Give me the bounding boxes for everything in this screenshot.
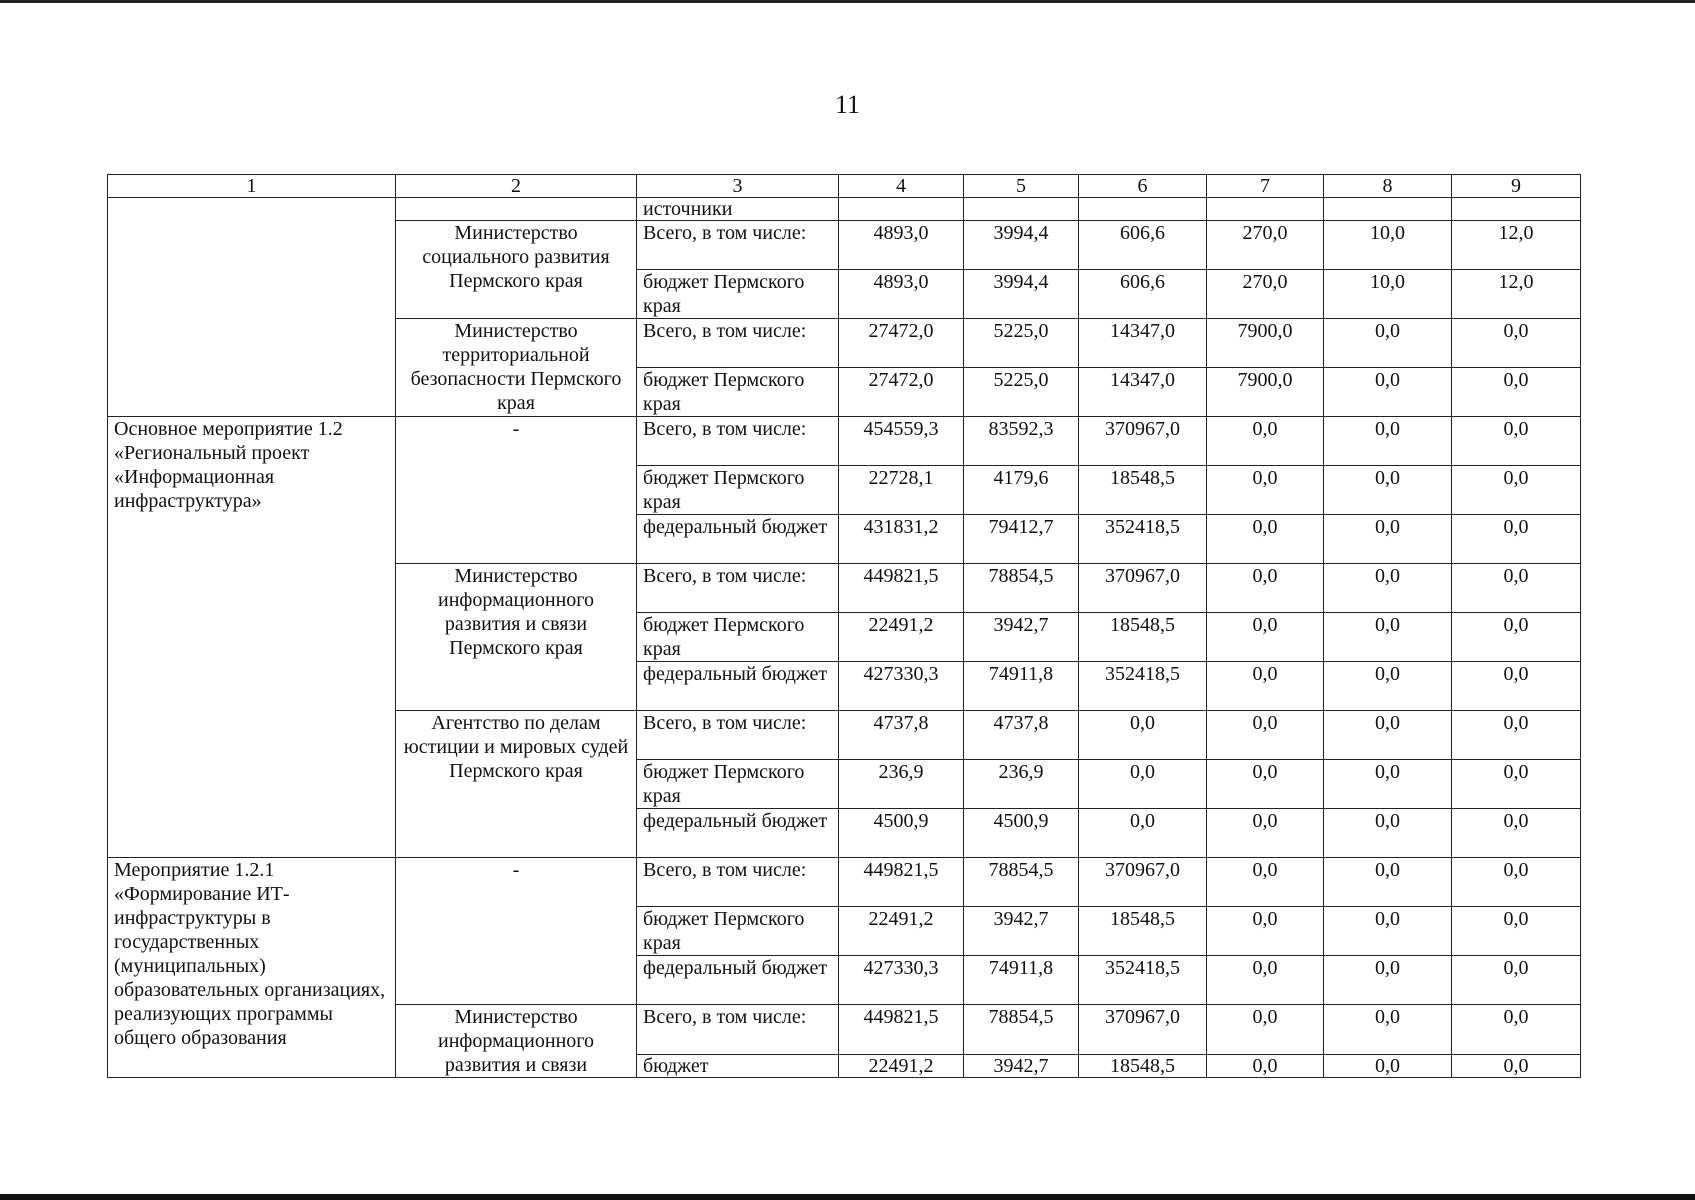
column-header-6: 6 [1079,175,1207,198]
value-cell: 0,0 [1452,564,1581,613]
value-cell: 22491,2 [839,1054,964,1077]
value-cell [1079,198,1207,221]
value-cell: 0,0 [1207,711,1324,760]
column-header-3: 3 [637,175,839,198]
value-cell: 3942,7 [964,907,1079,956]
value-cell: 606,6 [1079,221,1207,270]
value-cell: 22491,2 [839,907,964,956]
funding-source: бюджет Пермского края [637,613,839,662]
table-row [108,198,1581,221]
value-cell: 0,0 [1207,858,1324,907]
value-cell: 14347,0 [1079,319,1207,368]
value-cell: 0,0 [1207,1054,1324,1077]
value-cell: 606,6 [1079,270,1207,319]
value-cell: 370967,0 [1079,417,1207,466]
value-cell: 4737,8 [964,711,1079,760]
value-cell: 454559,3 [839,417,964,466]
funding-source: источники [637,198,839,221]
value-cell: 0,0 [1079,809,1207,858]
executor-name: Министерство информационного развития и связи [396,1005,637,1078]
value-cell: 0,0 [1324,662,1452,711]
funding-source: Всего, в том числе: [637,1005,839,1055]
value-cell: 0,0 [1452,466,1581,515]
value-cell: 370967,0 [1079,564,1207,613]
value-cell: 352418,5 [1079,956,1207,1005]
value-cell: 0,0 [1207,809,1324,858]
value-cell: 0,0 [1207,613,1324,662]
value-cell: 22491,2 [839,613,964,662]
value-cell: 0,0 [1452,858,1581,907]
value-cell: 0,0 [1324,1005,1452,1055]
value-cell: 0,0 [1324,613,1452,662]
value-cell: 270,0 [1207,221,1324,270]
value-cell: 78854,5 [964,858,1079,907]
value-cell: 0,0 [1452,760,1581,809]
value-cell: 79412,7 [964,515,1079,564]
value-cell: 431831,2 [839,515,964,564]
value-cell: 449821,5 [839,1005,964,1055]
value-cell: 7900,0 [1207,319,1324,368]
value-cell: 18548,5 [1079,466,1207,515]
funding-source: федеральный бюджет [637,515,839,564]
value-cell: 12,0 [1452,221,1581,270]
value-cell: 4737,8 [839,711,964,760]
value-cell: 0,0 [1207,515,1324,564]
value-cell: 0,0 [1324,319,1452,368]
value-cell: 0,0 [1207,564,1324,613]
funding-source: бюджет [637,1054,839,1077]
value-cell: 0,0 [1079,711,1207,760]
value-cell: 3994,4 [964,221,1079,270]
value-cell: 0,0 [1324,466,1452,515]
funding-source: федеральный бюджет [637,662,839,711]
funding-source: бюджет Пермского края [637,760,839,809]
value-cell: 3994,4 [964,270,1079,319]
column-header-7: 7 [1207,175,1324,198]
value-cell: 27472,0 [839,319,964,368]
value-cell: 236,9 [964,760,1079,809]
value-cell: 0,0 [1452,809,1581,858]
value-cell: 370967,0 [1079,1005,1207,1055]
funding-source: бюджет Пермского края [637,466,839,515]
value-cell: 352418,5 [1079,515,1207,564]
value-cell: 18548,5 [1079,613,1207,662]
column-header-8: 8 [1324,175,1452,198]
table-body [108,175,1581,1078]
value-cell: 10,0 [1324,221,1452,270]
value-cell: 4893,0 [839,270,964,319]
value-cell: 74911,8 [964,956,1079,1005]
value-cell: 427330,3 [839,956,964,1005]
value-cell [839,198,964,221]
value-cell: 0,0 [1207,956,1324,1005]
value-cell: 4500,9 [964,809,1079,858]
funding-source: федеральный бюджет [637,809,839,858]
executor-cell [396,198,637,221]
executor-name: - [396,417,637,564]
funding-source: Всего, в том числе: [637,221,839,270]
value-cell: 0,0 [1324,809,1452,858]
value-cell [1452,198,1581,221]
value-cell: 0,0 [1324,858,1452,907]
value-cell: 427330,3 [839,662,964,711]
funding-source: Всего, в том числе: [637,564,839,613]
value-cell: 0,0 [1324,1054,1452,1077]
value-cell: 22728,1 [839,466,964,515]
value-cell: 0,0 [1452,956,1581,1005]
executor-name: Министерство социального развития Пермского края [396,221,637,319]
value-cell: 74911,8 [964,662,1079,711]
value-cell: 0,0 [1452,368,1581,417]
value-cell: 4500,9 [839,809,964,858]
value-cell: 449821,5 [839,858,964,907]
activity-name: Мероприятие 1.2.1 «Формирование ИТ-инфраструктуры в государственных (муниципальных) образовательных организациях, реализующих программы общего образования [108,858,396,1078]
value-cell: 7900,0 [1207,368,1324,417]
executor-name: Министерство информационного развития и связи Пермского края [396,564,637,711]
column-header-9: 9 [1452,175,1581,198]
value-cell: 14347,0 [1079,368,1207,417]
value-cell: 18548,5 [1079,907,1207,956]
value-cell: 4893,0 [839,221,964,270]
value-cell: 3942,7 [964,1054,1079,1077]
value-cell: 0,0 [1452,1005,1581,1055]
column-number-row [108,175,1581,198]
activity-name [108,198,396,417]
value-cell: 12,0 [1452,270,1581,319]
value-cell: 78854,5 [964,564,1079,613]
value-cell: 0,0 [1452,515,1581,564]
value-cell: 0,0 [1452,613,1581,662]
value-cell: 352418,5 [1079,662,1207,711]
value-cell: 449821,5 [839,564,964,613]
value-cell: 4179,6 [964,466,1079,515]
value-cell: 5225,0 [964,368,1079,417]
funding-source: бюджет Пермского края [637,907,839,956]
column-header-5: 5 [964,175,1079,198]
value-cell: 0,0 [1452,711,1581,760]
executor-name: Министерство территориальной безопасности Пермского края [396,319,637,417]
executor-name: - [396,858,637,1005]
activity-name: Основное мероприятие 1.2 «Региональный проект «Информационная инфраструктура» [108,417,396,858]
value-cell: 0,0 [1324,711,1452,760]
value-cell: 0,0 [1452,417,1581,466]
value-cell [1324,198,1452,221]
value-cell: 5225,0 [964,319,1079,368]
value-cell: 0,0 [1324,760,1452,809]
bottom-scan-edge [0,1194,1695,1200]
value-cell: 0,0 [1207,907,1324,956]
value-cell: 0,0 [1324,368,1452,417]
value-cell: 0,0 [1324,564,1452,613]
value-cell: 0,0 [1207,466,1324,515]
column-header-1: 1 [108,175,396,198]
value-cell: 3942,7 [964,613,1079,662]
top-scan-edge [0,0,1695,3]
funding-source: федеральный бюджет [637,956,839,1005]
column-header-2: 2 [396,175,637,198]
value-cell: 0,0 [1452,662,1581,711]
table-row [108,858,1581,907]
value-cell: 0,0 [1207,662,1324,711]
value-cell [1207,198,1324,221]
value-cell: 10,0 [1324,270,1452,319]
funding-source: Всего, в том числе: [637,858,839,907]
value-cell: 18548,5 [1079,1054,1207,1077]
value-cell: 78854,5 [964,1005,1079,1055]
funding-source: Всего, в том числе: [637,417,839,466]
funding-source: бюджет Пермского края [637,368,839,417]
value-cell: 0,0 [1207,760,1324,809]
value-cell: 0,0 [1324,417,1452,466]
funding-source: Всего, в том числе: [637,319,839,368]
value-cell: 236,9 [839,760,964,809]
value-cell: 0,0 [1324,956,1452,1005]
executor-name: Агентство по делам юстиции и мировых судей Пермского края [396,711,637,858]
value-cell: 270,0 [1207,270,1324,319]
funding-source: бюджет Пермского края [637,270,839,319]
value-cell: 0,0 [1452,1054,1581,1077]
value-cell: 0,0 [1207,417,1324,466]
column-header-4: 4 [839,175,964,198]
value-cell: 83592,3 [964,417,1079,466]
funding-source: Всего, в том числе: [637,711,839,760]
budget-table [107,174,1581,1078]
value-cell: 0,0 [1207,1005,1324,1055]
value-cell: 0,0 [1324,907,1452,956]
value-cell [964,198,1079,221]
value-cell: 27472,0 [839,368,964,417]
value-cell: 0,0 [1324,515,1452,564]
table-row [108,417,1581,466]
value-cell: 370967,0 [1079,858,1207,907]
value-cell: 0,0 [1079,760,1207,809]
value-cell: 0,0 [1452,907,1581,956]
page-number: 11 [834,90,861,119]
value-cell: 0,0 [1452,319,1581,368]
